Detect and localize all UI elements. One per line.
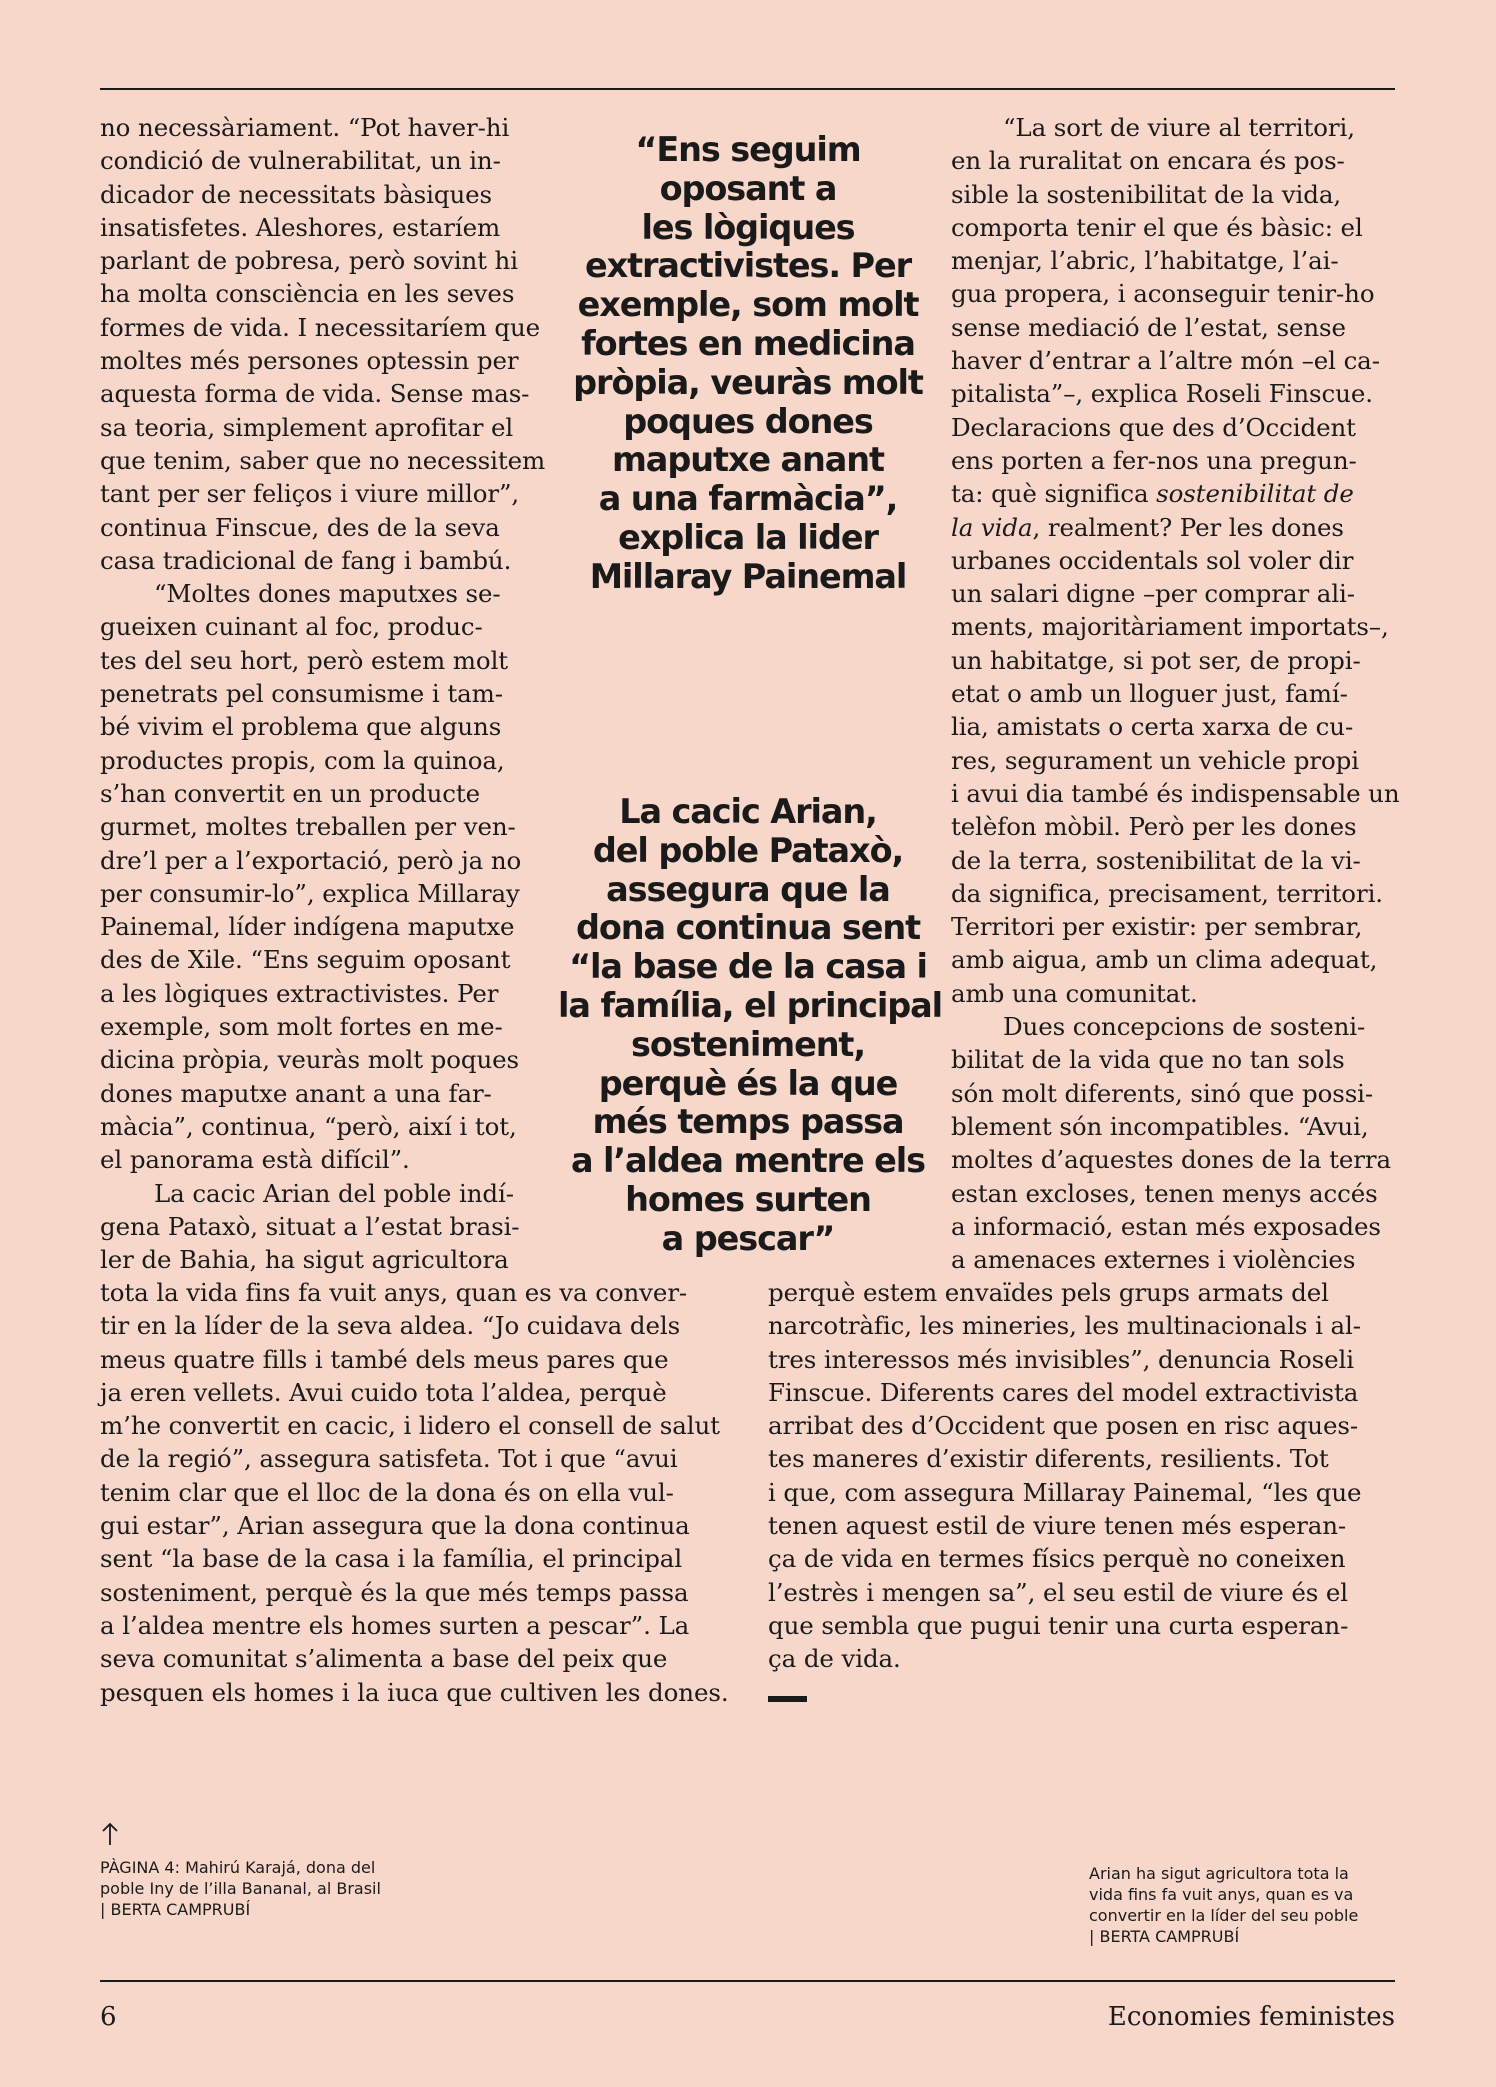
right-column-lines-line: res, segurament un vehicle propi xyxy=(951,745,1359,775)
right-column-lines-line: sible la sostenibilitat de la vida, xyxy=(951,179,1342,209)
left-column-lines-line: bé vivim el problema que alguns xyxy=(100,712,502,742)
right-column-lines-line: “La sort de viure al territori, xyxy=(1003,113,1355,142)
pull-quote-line: fortes en medicina xyxy=(581,323,915,363)
pull-quote-line: explica la lider xyxy=(618,517,878,557)
right-column-lines-line: en la ruralitat on encara és pos- xyxy=(951,146,1345,176)
photo-caption-page-4 xyxy=(100,1857,381,1920)
right-column-lines-line: etat o amb un lloguer just, famí- xyxy=(951,679,1348,709)
right-column-lines-line: da significa, precisament, territori. xyxy=(951,878,1383,908)
right-column-lines-line: sense mediació de l’estat, sense xyxy=(951,312,1346,342)
wide-right-lines-line: tenen aquest estil de viure tenen més esperan- xyxy=(768,1511,1347,1541)
pull-quote-line: a una farmàcia”, xyxy=(598,479,898,519)
right-column-lines-line: menjar, l’abric, l’habitatge, l’ai- xyxy=(951,246,1339,276)
right-column-lines-line: a informació, estan més exposades xyxy=(951,1211,1381,1241)
wide-left-lines-line: tota la vida fins fa vuit anys, quan es va conver- xyxy=(100,1278,688,1307)
right-column-lines-line: ta: què significa sostenibilitat de xyxy=(951,479,1354,509)
caption-line: | BERTA CAMPRUBÍ xyxy=(100,1900,251,1919)
pull-quote-line: més temps passa xyxy=(592,1102,904,1142)
right-column-lines-line: amb una comunitat. xyxy=(951,978,1198,1008)
pull-quote-line: les lògiques xyxy=(641,207,855,247)
right-column-lines-line: blement són incompatibles. “Avui, xyxy=(951,1111,1369,1141)
left-column-lines-line: des de Xile. “Ens seguim oposant xyxy=(100,945,511,975)
pull-quote-line: “Ens seguim xyxy=(635,130,861,169)
wide-left-lines-line: gui estar”, Arian assegura que la dona continua xyxy=(100,1511,690,1541)
left-column-text xyxy=(100,111,546,1276)
left-column-lines-line: gurmet, moltes treballen per ven- xyxy=(100,812,516,842)
pull-quote-line: a l’aldea mentre els xyxy=(570,1141,926,1181)
wide-left-lines-line: sosteniment, perquè és la que més temps passa xyxy=(100,1577,689,1607)
left-column-lines-line: gueixen cuinant al foc, produc- xyxy=(100,612,483,642)
left-column-lines-line: exemple, som molt fortes en me- xyxy=(100,1012,503,1042)
caption-line: | BERTA CAMPRUBÍ xyxy=(1089,1927,1240,1946)
pull-quote-line: sosteniment, xyxy=(631,1024,865,1064)
left-column-lines-line: moltes més persones optessin per xyxy=(100,346,519,376)
section-title: Economies feministes xyxy=(1107,2002,1395,2032)
left-column-lines-line: “Moltes dones maputxes se- xyxy=(154,579,501,609)
wide-left-lines-line: meus quatre fills i també dels meus pares que xyxy=(100,1344,669,1374)
left-column-lines-line: La cacic Arian del poble indí- xyxy=(154,1178,514,1208)
right-column-lines-line: són molt diferents, sinó que possi- xyxy=(951,1078,1374,1108)
left-column-lines-line: tes del seu hort, però estem molt xyxy=(100,645,509,675)
right-column-lines-line: comporta tenir el que és bàsic: el xyxy=(951,212,1363,242)
left-column-lines-line: el panorama està difícil”. xyxy=(100,1145,410,1175)
pull-quote-line: dona continua sent xyxy=(575,908,921,948)
left-column-lines-line: s’han convertit en un producte xyxy=(100,778,481,808)
photo-caption-arian xyxy=(1089,1863,1358,1947)
pull-quote-line: assegura que la xyxy=(606,869,890,909)
pull-quote-line: pròpia, veuràs molt xyxy=(573,362,923,402)
article-end-mark xyxy=(768,1696,807,1702)
right-column-lines-line: ens porten a fer-nos una pregun- xyxy=(951,445,1357,475)
left-column-lines-line: condició de vulnerabilitat, un in- xyxy=(100,146,501,176)
wide-left-lines-line: ja eren vellets. Avui cuido tota l’aldea, perquè xyxy=(100,1377,667,1407)
left-column-lines-line: ler de Bahia, ha sigut agricultora xyxy=(100,1245,509,1275)
pull-quote-line: perquè és la que xyxy=(598,1063,898,1103)
caption-line: Arian ha sigut agricultora tota la xyxy=(1089,1864,1349,1883)
left-column-lines-line: dones maputxe anant a una far- xyxy=(100,1078,492,1108)
pull-quote-line: La cacic Arian, xyxy=(619,792,877,831)
pull-quote-line: Millaray Painemal xyxy=(589,556,907,596)
pull-quote-line: poques dones xyxy=(623,401,873,441)
wide-left-lines-line: m’he convertit en cacic, i lidero el consell de salut xyxy=(100,1411,720,1441)
right-column-lines-line: a amenaces externes i violències xyxy=(951,1245,1356,1275)
wide-right-lines-line: ça de vida. xyxy=(768,1644,901,1674)
left-column-lines-line: casa tradicional de fang i bambú. xyxy=(100,545,512,575)
left-column-lines-line: parlant de pobresa, però sovint hi xyxy=(100,246,518,276)
wide-right-lines-line: narcotràfic, les mineries, les multinacionals i al- xyxy=(768,1311,1361,1341)
wide-left-lines-line: seva comunitat s’alimenta a base del peix que xyxy=(100,1644,668,1674)
right-column-lines-line: haver d’entrar a l’altre món –el ca- xyxy=(951,346,1380,376)
right-column-lines-line: Dues concepcions de sosteni- xyxy=(1003,1012,1366,1042)
wide-right-lines-line: ça de vida en termes físics perquè no coneixen xyxy=(768,1544,1346,1574)
left-column-lines-line: que tenim, saber que no necessitem xyxy=(100,445,546,475)
left-column-lines-line: gena Pataxò, situat a l’estat brasi- xyxy=(100,1211,520,1241)
right-column-lines-line: Territori per existir: per sembrar, xyxy=(951,912,1363,942)
left-column-lines-line: tant per ser feliços i viure millor”, xyxy=(100,479,520,509)
pull-quote-line: exemple, som molt xyxy=(577,285,919,325)
wide-right-lines-line: tes maneres d’existir diferents, resilients. Tot xyxy=(768,1444,1329,1474)
caption-line: convertir en la líder del seu poble xyxy=(1089,1906,1359,1925)
wide-left-lines-line: a l’aldea mentre els homes surten a pescar”. La xyxy=(100,1610,690,1640)
left-column-lines-line: a les lògiques extractivistes. Per xyxy=(100,978,499,1008)
caption-line: PÀGINA 4: Mahirú Karajá, dona del xyxy=(100,1858,376,1877)
wide-right-lines-line: que sembla que pugui tenir una curta esperan- xyxy=(768,1610,1349,1640)
left-column-lines-line: aquesta forma de vida. Sense mas- xyxy=(100,379,530,409)
right-column-lines-line: ments, majoritàriament importats–, xyxy=(951,612,1389,642)
pull-quote-line: maputxe anant xyxy=(612,440,884,480)
right-column-lines-line: gua propera, i aconseguir tenir-ho xyxy=(951,279,1375,309)
bottom-rule xyxy=(100,1980,1395,1982)
pull-quote-painemal xyxy=(558,131,938,597)
left-column-lines-line: per consumir-lo”, explica Millaray xyxy=(100,878,520,908)
top-rule xyxy=(100,88,1395,90)
left-column-lines-line: ha molta consciència en les seves xyxy=(100,279,515,309)
left-column-lines-line: productes propis, com la quinoa, xyxy=(100,745,505,775)
wide-right-lines-line: l’estrès i mengen sa”, el seu estil de viure és el xyxy=(768,1577,1349,1607)
right-column-lines-line: pitalista”–, explica Roseli Finscue. xyxy=(951,379,1373,409)
pull-quote-line: la família, el principal xyxy=(558,985,942,1025)
right-column-lines-line: la vida, realment? Per les dones xyxy=(951,512,1344,542)
right-column-lines-line: amb aigua, amb un clima adequat, xyxy=(951,945,1378,975)
right-column-text xyxy=(951,111,1400,1276)
left-column-lines-line: formes de vida. I necessitaríem que xyxy=(100,312,541,342)
left-column-lines-line: penetrats pel consumisme i tam- xyxy=(100,679,503,709)
wide-right-lines-line: Finscue. Diferents cares del model extractivista xyxy=(768,1377,1359,1407)
right-column-lines-line: urbanes occidentals sol voler dir xyxy=(951,545,1354,575)
pull-quote-line: homes surten xyxy=(625,1179,871,1219)
wide-right-lines-line: tres interessos més invisibles”, denuncia Roseli xyxy=(768,1344,1354,1374)
right-wide-paragraph xyxy=(768,1276,1395,1676)
arrow-up-icon xyxy=(100,1822,120,1846)
left-column-lines-line: màcia”, continua, “però, així i tot, xyxy=(100,1111,517,1141)
caption-line: poble Iny de l’illa Bananal, al Brasil xyxy=(100,1879,381,1898)
right-column-lines-line: de la terra, sostenibilitat de la vi- xyxy=(951,845,1361,875)
pull-quote-arian xyxy=(558,792,942,1259)
wide-left-lines-line: tenim clar que el lloc de la dona és on ella vul- xyxy=(100,1477,674,1507)
right-column-lines-line: lia, amistats o certa xarxa de cu- xyxy=(951,712,1354,742)
left-column-lines-line: continua Finscue, des de la seva xyxy=(100,512,500,542)
wide-left-lines-line: pesquen els homes i la iuca que cultiven les dones. xyxy=(100,1677,729,1707)
wide-right-lines-line: arribat des d’Occident que posen en risc aques- xyxy=(768,1411,1358,1441)
caption-line: vida fins fa vuit anys, quan es va xyxy=(1089,1885,1354,1904)
right-column-lines-line: un habitatge, si pot ser, de propi- xyxy=(951,645,1361,675)
pull-quote-line: del poble Pataxò, xyxy=(592,830,904,870)
right-column-lines-line: moltes d’aquestes dones de la terra xyxy=(951,1145,1391,1175)
pull-quote-line: “la base de la casa i xyxy=(569,947,927,987)
right-column-lines-line: telèfon mòbil. Però per les dones xyxy=(951,812,1357,842)
wide-left-lines-line: sent “la base de la casa i la família, el principal xyxy=(100,1544,683,1574)
pull-quote-line: a pescar” xyxy=(661,1218,835,1258)
right-column-lines-line: bilitat de la vida que no tan sols xyxy=(951,1045,1345,1075)
wide-right-lines-line: i que, com assegura Millaray Painemal, “les que xyxy=(768,1477,1362,1507)
right-column-lines-line: Declaracions que des d’Occident xyxy=(951,412,1356,442)
pull-quote-line: extractivistes. Per xyxy=(584,246,912,286)
right-column-lines-line: i avui dia també és indispensable un xyxy=(951,778,1400,808)
pull-quote-line: oposant a xyxy=(659,168,837,208)
left-column-lines-line: sa teoria, simplement aprofitar el xyxy=(100,412,514,442)
right-column-lines-line: un salari digne –per comprar ali- xyxy=(951,579,1355,609)
left-column-lines-line: dicina pròpia, veuràs molt poques xyxy=(100,1045,520,1075)
left-column-lines-line: dre’l per a l’exportació, però ja no xyxy=(100,845,522,875)
page-number: 6 xyxy=(100,2002,117,2032)
left-wide-paragraph xyxy=(100,1276,729,1709)
right-column-lines-line: estan excloses, tenen menys accés xyxy=(951,1178,1378,1208)
left-column-lines-line: insatisfetes. Aleshores, estaríem xyxy=(100,212,501,242)
left-column-lines-line: dicador de necessitats bàsiques xyxy=(100,179,493,209)
wide-left-lines-line: tir en la líder de la seva aldea. “Jo cuidava dels xyxy=(100,1311,681,1341)
wide-left-lines-line: de la regió”, assegura satisfeta. Tot i que “avui xyxy=(100,1444,678,1474)
left-column-lines-line: Painemal, líder indígena maputxe xyxy=(100,912,515,942)
left-column-lines-line: no necessàriament. “Pot haver-hi xyxy=(100,113,510,142)
wide-right-lines-line: perquè estem envaïdes pels grups armats del xyxy=(768,1278,1329,1307)
